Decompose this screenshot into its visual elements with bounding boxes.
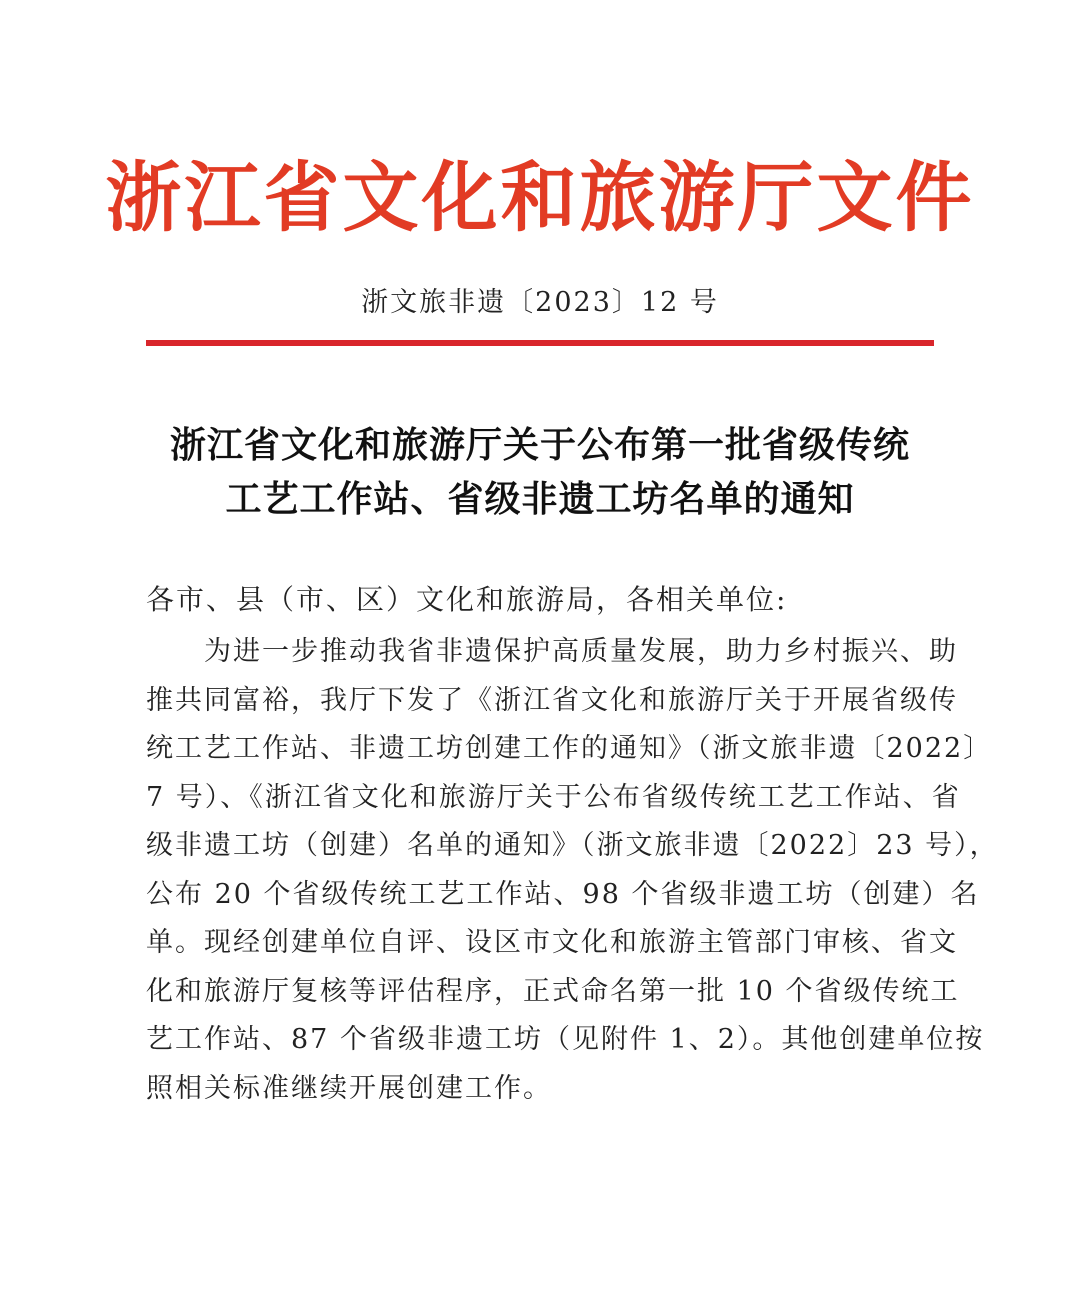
notice-title (100, 418, 980, 526)
body-paragraph (146, 628, 999, 1113)
body-line: 公布 20 个省级传统工艺工作站、98 个省级非遗工坊（创建）名 (146, 878, 980, 910)
document-number: 浙文旅非遗〔2023〕12 号 (361, 287, 719, 318)
body-line: 级非遗工坊（创建）名单的通知》（浙文旅非遗〔2022〕23 号）， (146, 830, 999, 861)
notice-title-line-1: 浙江省文化和旅游厅关于公布第一批省级传统 (169, 424, 910, 466)
body-line: 为进一步推动我省非遗保护高质量发展，助力乡村振兴、助 (204, 636, 958, 667)
body-line: 艺工作站、87 个省级非遗工坊（见附件 1、2）。其他创建单位按 (146, 1024, 985, 1055)
body-line: 化和旅游厅复核等评估程序，正式命名第一批 10 个省级传统工 (146, 975, 960, 1007)
addressee-line: 各市、县（市、区）文化和旅游局，各相关单位: (146, 583, 788, 616)
body-line: 推共同富裕，我厅下发了《浙江省文化和旅游厅关于开展省级传 (146, 684, 958, 716)
body-line: 7 号）、《浙江省文化和旅游厅关于公布省级传统工艺工作站、省 (146, 781, 961, 813)
body-line: 统工艺工作站、非遗工坊创建工作的通知》（浙文旅非遗〔2022〕 (146, 733, 993, 764)
masthead-title: 浙江省文化和旅游厅文件 (105, 153, 975, 242)
body-line: 单。现经创建单位自评、设区市文化和旅游主管部门审核、省文 (146, 927, 958, 958)
red-divider-line (146, 340, 934, 346)
notice-title-line-2: 工艺工作站、省级非遗工坊名单的通知 (225, 478, 855, 520)
body-line: 照相关标准继续开展创建工作。 (146, 1072, 552, 1104)
